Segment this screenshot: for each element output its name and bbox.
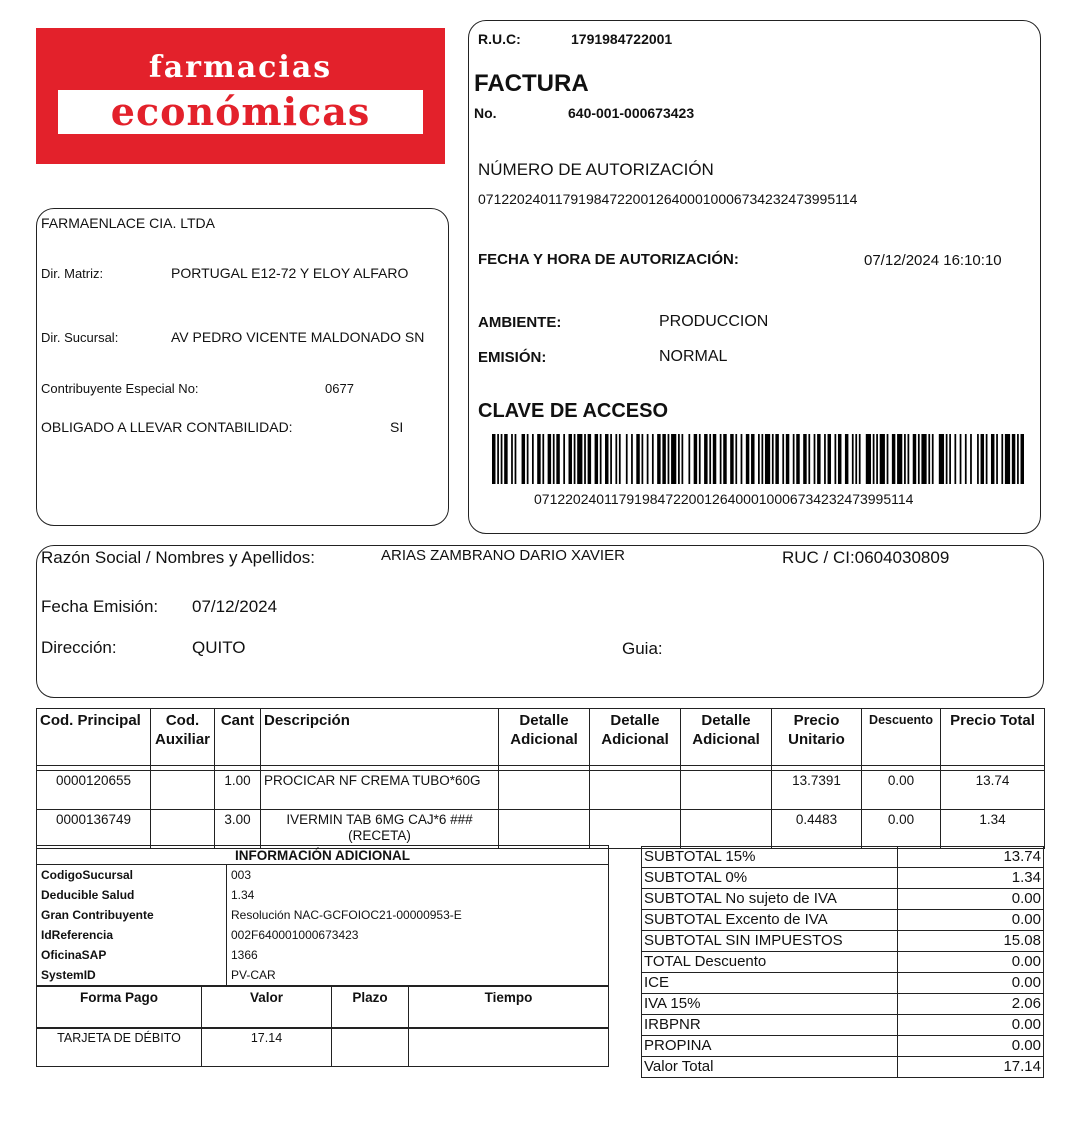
issuer-company: FARMAENLACE CIA. LTDA — [41, 215, 216, 231]
auth-date-label: FECHA Y HORA DE AUTORIZACIÓN: — [478, 251, 739, 268]
auth-date: 07/12/2024 16:10:10 — [864, 252, 1002, 269]
pay-plazo — [332, 1028, 409, 1067]
items-header-row — [37, 709, 1045, 766]
item-precio-unitario: 0.4483 — [772, 810, 862, 849]
total-label: SUBTOTAL No sujeto de IVA — [642, 889, 898, 910]
table-row — [37, 1028, 609, 1067]
table-row — [642, 1015, 1044, 1036]
table-row — [37, 965, 609, 986]
barcode-image — [492, 434, 1024, 484]
col-tiempo: Tiempo — [409, 987, 609, 1029]
item-aux — [151, 771, 215, 810]
info-value: PV-CAR — [227, 965, 609, 986]
total-label: ICE — [642, 973, 898, 994]
info-key: IdReferencia — [37, 925, 227, 945]
total-value: 0.00 — [898, 952, 1044, 973]
total-label: TOTAL Descuento — [642, 952, 898, 973]
item-total: 13.74 — [941, 771, 1045, 810]
col-precio-total: Precio Total — [941, 709, 1045, 766]
fecha-emision-value: 07/12/2024 — [192, 597, 278, 616]
table-row — [642, 1036, 1044, 1057]
item-cod: 0000120655 — [37, 771, 151, 810]
table-row — [642, 910, 1044, 931]
fecha-emision-label: Fecha Emisión: — [41, 597, 159, 616]
ruc-ci — [782, 548, 949, 568]
additional-info-table — [36, 845, 609, 986]
invoice-number: 640-001-000673423 — [568, 105, 695, 121]
issuer-box — [36, 208, 449, 526]
info-key: Deducible Salud — [37, 885, 227, 905]
dir-sucursal-value: AV PEDRO VICENTE MALDONADO SN — [171, 329, 425, 345]
dir-matriz-value: PORTUGAL E12-72 Y ELOY ALFARO — [171, 265, 409, 281]
total-value: 13.74 — [898, 847, 1044, 868]
doc-type: FACTURA — [474, 70, 589, 97]
total-value: 0.00 — [898, 973, 1044, 994]
total-value: 17.14 — [898, 1057, 1044, 1078]
item-cant: 3.00 — [215, 810, 261, 849]
total-value: 2.06 — [898, 994, 1044, 1015]
ambiente-value: PRODUCCION — [659, 313, 769, 330]
table-row — [37, 945, 609, 965]
item-total: 1.34 — [941, 810, 1045, 849]
item-detalle-3 — [681, 810, 772, 849]
table-row — [37, 905, 609, 925]
total-label: SUBTOTAL SIN IMPUESTOS — [642, 931, 898, 952]
total-label: IVA 15% — [642, 994, 898, 1015]
razon-social-value: ARIAS ZAMBRANO DARIO XAVIER — [381, 547, 625, 564]
col-valor: Valor — [202, 987, 332, 1029]
brand-logo — [36, 28, 445, 164]
ruc-ci-label: RUC / CI: — [782, 548, 855, 567]
brand-line-2: económicas — [58, 90, 423, 134]
table-row — [642, 868, 1044, 889]
total-value: 0.00 — [898, 1036, 1044, 1057]
table-row — [642, 973, 1044, 994]
item-aux — [151, 810, 215, 849]
info-value: 002F640001000673423 — [227, 925, 609, 945]
total-label: SUBTOTAL 0% — [642, 868, 898, 889]
totals-table — [641, 846, 1044, 1078]
item-detalle-1 — [499, 810, 590, 849]
dir-matriz-label: Dir. Matriz: — [41, 266, 104, 281]
info-value: 003 — [227, 865, 609, 886]
info-key: SystemID — [37, 965, 227, 986]
brand-line-1: farmacias — [148, 50, 333, 85]
col-plazo: Plazo — [332, 987, 409, 1029]
col-detalle-2: Detalle Adicional — [590, 709, 681, 766]
col-forma-pago: Forma Pago — [37, 987, 202, 1029]
total-value: 1.34 — [898, 868, 1044, 889]
invoice-number-label: No. — [474, 105, 497, 121]
item-cod: 0000136749 — [37, 810, 151, 849]
item-descuento: 0.00 — [862, 771, 941, 810]
obligado-value: SI — [390, 419, 404, 435]
ambiente-label: AMBIENTE: — [478, 314, 562, 331]
item-detalle-2 — [590, 810, 681, 849]
col-descuento: Descuento — [862, 709, 941, 766]
item-detalle-3 — [681, 771, 772, 810]
table-row — [37, 885, 609, 905]
direccion-label: Dirección: — [41, 638, 117, 657]
info-value: Resolución NAC-GCFOIOC21-00000953-E — [227, 905, 609, 925]
ruc-label: R.U.C: — [478, 31, 521, 47]
access-key-label: CLAVE DE ACCESO — [478, 400, 669, 422]
auth-number: 0712202401179198472200126400010006734232473995114 — [478, 191, 858, 207]
col-precio-unitario: Precio Unitario — [772, 709, 862, 766]
emision-value: NORMAL — [659, 348, 728, 365]
table-row — [642, 847, 1044, 868]
total-label: Valor Total — [642, 1057, 898, 1078]
col-cod-principal: Cod. Principal — [37, 709, 151, 766]
item-cant: 1.00 — [215, 771, 261, 810]
total-label: SUBTOTAL Excento de IVA — [642, 910, 898, 931]
pay-valor: 17.14 — [202, 1028, 332, 1067]
table-row — [37, 810, 1045, 849]
col-cant: Cant — [215, 709, 261, 766]
contribuyente-label: Contribuyente Especial No: — [41, 381, 199, 396]
emision-label: EMISIÓN: — [478, 349, 547, 366]
ruc-ci-value: 0604030809 — [854, 548, 950, 567]
guia-label: Guia: — [622, 639, 663, 658]
col-descripcion: Descripción — [261, 709, 499, 766]
col-detalle-3: Detalle Adicional — [681, 709, 772, 766]
item-desc: IVERMIN TAB 6MG CAJ*6 ###(RECETA) — [261, 810, 499, 849]
razon-social-label: Razón Social / Nombres y Apellidos: — [41, 548, 316, 567]
col-detalle-1: Detalle Adicional — [499, 709, 590, 766]
direccion-value: QUITO — [192, 638, 246, 657]
total-label: IRBPNR — [642, 1015, 898, 1036]
item-detalle-1 — [499, 771, 590, 810]
item-detalle-2 — [590, 771, 681, 810]
item-precio-unitario: 13.7391 — [772, 771, 862, 810]
info-key: OficinaSAP — [37, 945, 227, 965]
total-value: 0.00 — [898, 889, 1044, 910]
table-row — [37, 771, 1045, 810]
table-row — [642, 931, 1044, 952]
table-row — [37, 865, 609, 886]
total-label: PROPINA — [642, 1036, 898, 1057]
access-key-number: 0712202401179198472200126400010006734232473995114 — [534, 491, 914, 507]
info-value: 1.34 — [227, 885, 609, 905]
info-value: 1366 — [227, 945, 609, 965]
payment-table — [36, 986, 609, 1067]
table-row — [642, 994, 1044, 1015]
auth-number-label: NÚMERO DE AUTORIZACIÓN — [478, 160, 714, 179]
col-cod-auxiliar: Cod. Auxiliar — [151, 709, 215, 766]
total-value: 0.00 — [898, 1015, 1044, 1036]
additional-info-title: INFORMACIÓN ADICIONAL — [37, 846, 609, 865]
items-table — [36, 708, 1045, 849]
total-label: SUBTOTAL 15% — [642, 847, 898, 868]
ruc-value: 1791984722001 — [571, 31, 673, 47]
total-value: 15.08 — [898, 931, 1044, 952]
pay-forma: TARJETA DE DÉBITO — [37, 1028, 202, 1067]
pay-tiempo — [409, 1028, 609, 1067]
table-row — [642, 1057, 1044, 1078]
item-descuento: 0.00 — [862, 810, 941, 849]
dir-sucursal-label: Dir. Sucursal: — [41, 330, 119, 345]
obligado-label: OBLIGADO A LLEVAR CONTABILIDAD: — [41, 419, 293, 435]
total-value: 0.00 — [898, 910, 1044, 931]
info-key: Gran Contribuyente — [37, 905, 227, 925]
table-row — [37, 925, 609, 945]
table-row — [642, 952, 1044, 973]
info-key: CodigoSucursal — [37, 865, 227, 886]
contribuyente-value: 0677 — [325, 381, 354, 396]
item-desc: PROCICAR NF CREMA TUBO*60G — [261, 771, 499, 810]
table-row — [642, 889, 1044, 910]
